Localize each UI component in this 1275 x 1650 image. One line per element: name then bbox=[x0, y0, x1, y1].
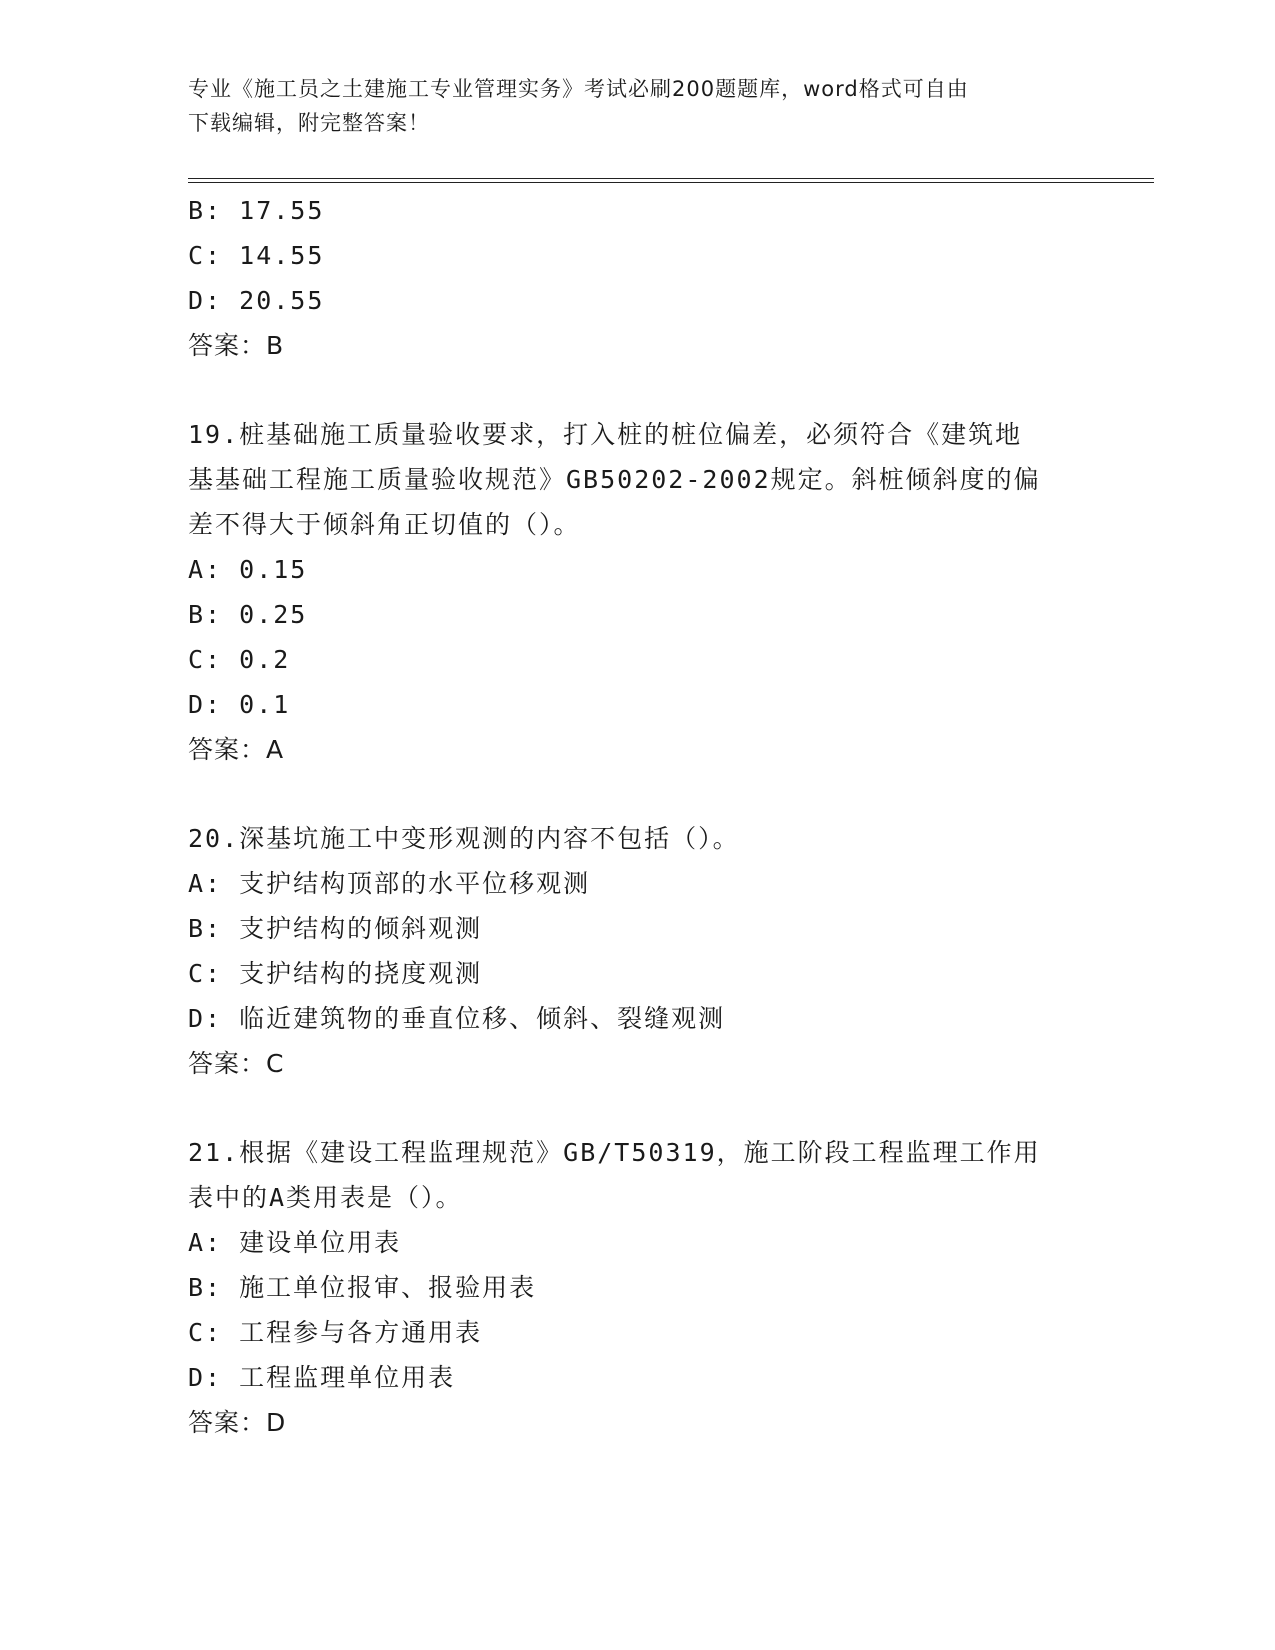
q21-option-b: B: 施工单位报审、报验用表 bbox=[188, 1273, 537, 1302]
q19-answer: 答案：A bbox=[188, 735, 285, 764]
q21-answer: 答案：D bbox=[188, 1408, 287, 1437]
q19-option-d: D: 0.1 bbox=[188, 690, 291, 719]
q21-option-a: A: 建设单位用表 bbox=[188, 1228, 402, 1257]
q18-answer: 答案：B bbox=[188, 331, 285, 360]
q21-option-d: D: 工程监理单位用表 bbox=[188, 1363, 456, 1392]
document-header bbox=[188, 72, 1088, 140]
q20-option-d: D: 临近建筑物的垂直位移、倾斜、裂缝观测 bbox=[188, 1004, 726, 1033]
q19-stem-line-2: 基基础工程施工质量验收规范》GB50202-2002规定。斜桩倾斜度的偏 bbox=[188, 465, 1041, 494]
q19-stem-line-3: 差不得大于倾斜角正切值的（）。 bbox=[188, 510, 581, 539]
q20-stem-line-1: 20.深基坑施工中变形观测的内容不包括（）。 bbox=[188, 824, 740, 853]
q20-answer: 答案：C bbox=[188, 1049, 285, 1078]
header-line-1: 专业《施工员之土建施工专业管理实务》考试必刷200题题库，word格式可自由 bbox=[188, 77, 969, 101]
q19-option-a: A: 0.15 bbox=[188, 555, 308, 584]
q19-option-b: B: 0.25 bbox=[188, 600, 308, 629]
q21-stem-line-1: 21.根据《建设工程监理规范》GB/T50319，施工阶段工程监理工作用 bbox=[188, 1138, 1041, 1167]
q18-option-d: D: 20.55 bbox=[188, 286, 325, 315]
q21-stem-line-2: 表中的A类用表是（）。 bbox=[188, 1183, 463, 1212]
q20-option-b: B: 支护结构的倾斜观测 bbox=[188, 914, 483, 943]
q19-option-c: C: 0.2 bbox=[188, 645, 291, 674]
q18-option-b: B: 17.55 bbox=[188, 196, 325, 225]
header-divider-top bbox=[188, 178, 1154, 179]
q20-option-a: A: 支护结构顶部的水平位移观测 bbox=[188, 869, 591, 898]
header-line-2: 下载编辑，附完整答案！ bbox=[188, 111, 430, 135]
q19-stem-line-1: 19.桩基础施工质量验收要求，打入桩的桩位偏差，必须符合《建筑地 bbox=[188, 420, 1023, 449]
header-divider-bottom bbox=[188, 182, 1154, 183]
q20-option-c: C: 支护结构的挠度观测 bbox=[188, 959, 483, 988]
q18-option-c: C: 14.55 bbox=[188, 241, 325, 270]
q21-option-c: C: 工程参与各方通用表 bbox=[188, 1318, 483, 1347]
